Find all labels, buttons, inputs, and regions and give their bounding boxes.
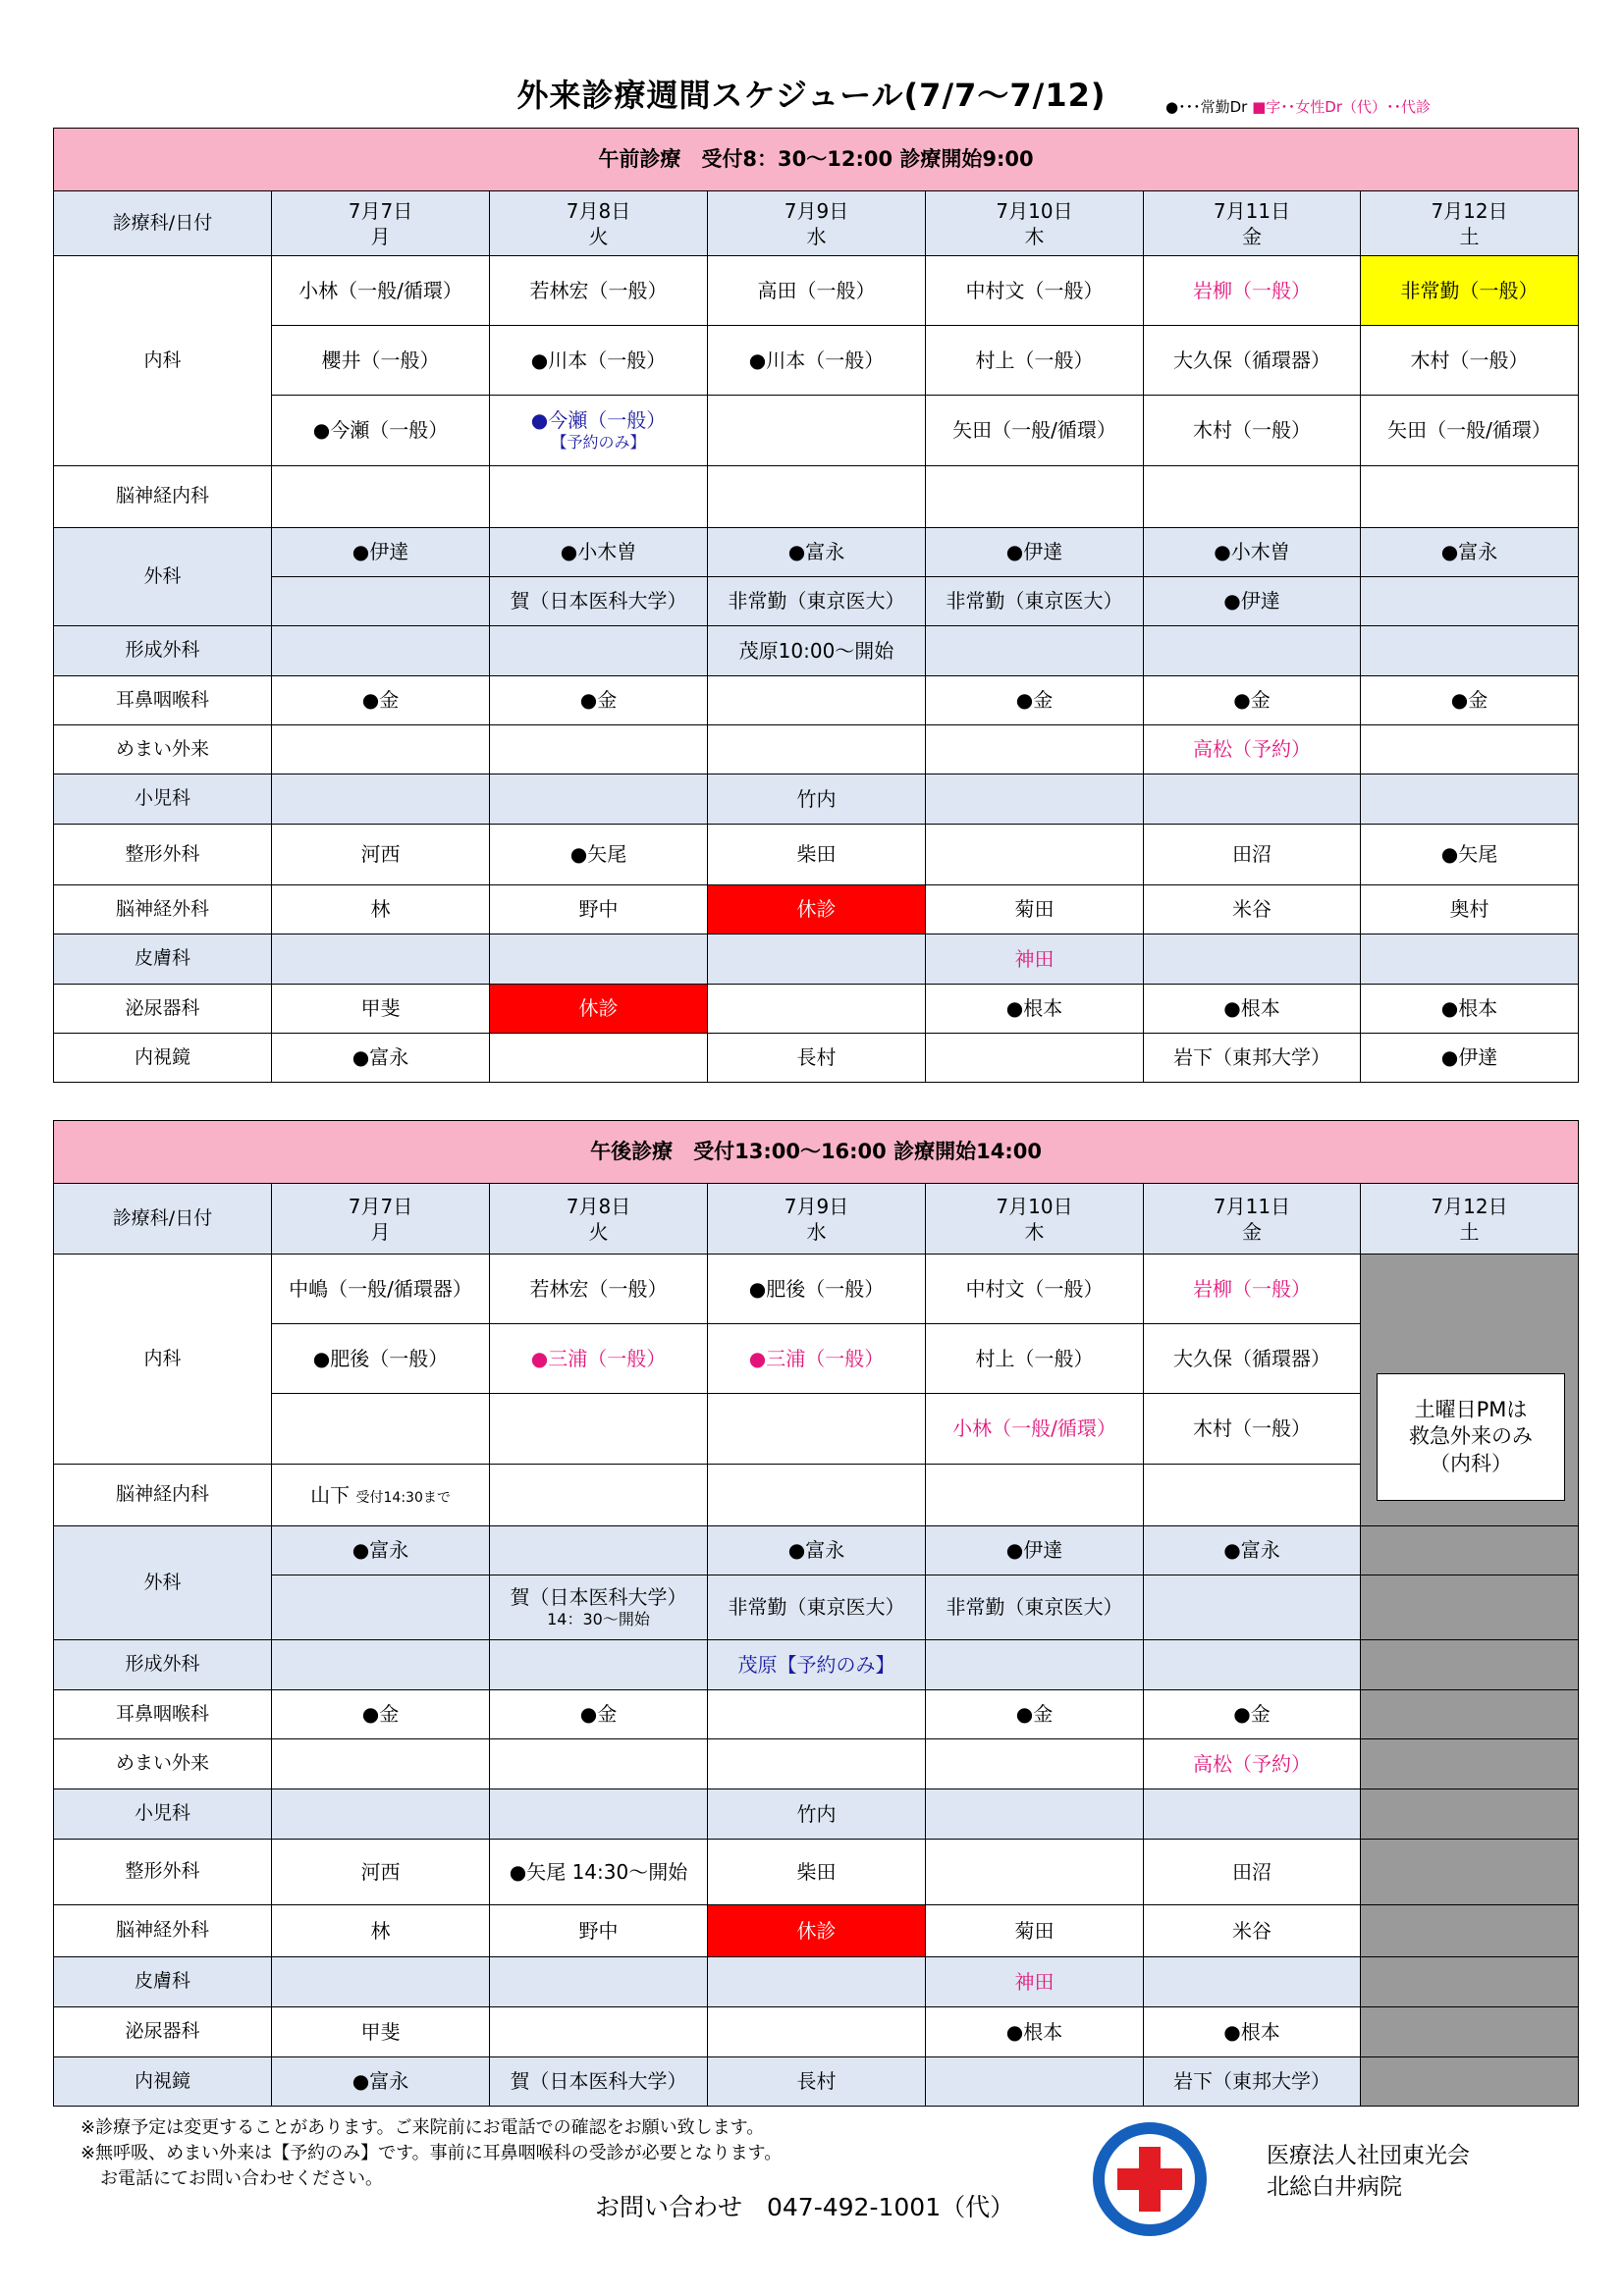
dept-pediatrics: 小児科: [54, 1789, 272, 1840]
schedule-cell: ●矢尾 14:30～開始: [490, 1840, 708, 1905]
schedule-cell: 矢田（一般/循環）: [1361, 396, 1579, 466]
schedule-cell: [1144, 1640, 1361, 1690]
saturday-pm-closed: [1361, 1575, 1579, 1640]
table-row: [54, 1789, 1579, 1840]
schedule-cell: 非常勤（東京医大）: [708, 577, 926, 626]
schedule-cell: [272, 1575, 490, 1640]
table-row: [54, 2057, 1579, 2107]
saturday-pm-closed: [1361, 1957, 1579, 2007]
schedule-cell: [1361, 577, 1579, 626]
table-row: [54, 1255, 1579, 1324]
schedule-cell: [1361, 774, 1579, 825]
schedule-cell: [272, 1394, 490, 1465]
schedule-cell: [926, 825, 1144, 885]
schedule-cell: [926, 1739, 1144, 1789]
schedule-cell: 非常勤（東京医大）: [926, 577, 1144, 626]
dept-orthopedics: 整形外科: [54, 1840, 272, 1905]
schedule-cell: [926, 1840, 1144, 1905]
footer-note: ※無呼吸、めまい外来は【予約のみ】です。事前に耳鼻咽喉科の受診が必要となります。: [81, 2143, 783, 2164]
saturday-pm-closed: [1361, 2057, 1579, 2107]
schedule-cell: ●根本: [926, 2007, 1144, 2057]
schedule-cell: [708, 2007, 926, 2057]
schedule-cell: 岩下（東邦大学）: [1144, 1034, 1361, 1083]
schedule-cell: ●伊達: [926, 1526, 1144, 1575]
schedule-cell: 木村（一般）: [1144, 396, 1361, 466]
schedule-cell: ●今瀬（一般） 【予約のみ】: [490, 396, 708, 466]
schedule-cell: ●金: [1144, 676, 1361, 725]
schedule-cell: 野中: [490, 885, 708, 934]
dept-ent: 耳鼻咽喉科: [54, 1690, 272, 1739]
schedule-cell: [490, 1957, 708, 2007]
dept-ent: 耳鼻咽喉科: [54, 676, 272, 725]
page-title: 外来診療週間スケジュール(7/7～7/12): [516, 77, 1107, 114]
table-row: [54, 1526, 1579, 1575]
dept-urology: 泌尿器科: [54, 2007, 272, 2057]
hospital-logo-icon: [1081, 2110, 1218, 2248]
table-row: [54, 1905, 1579, 1957]
schedule-cell: [708, 934, 926, 985]
schedule-cell: 村上（一般）: [926, 326, 1144, 396]
schedule-cell: [926, 626, 1144, 676]
schedule-cell: [272, 725, 490, 774]
schedule-cell: 中村文（一般）: [926, 256, 1144, 326]
schedule-cell: [708, 725, 926, 774]
schedule-cell: 大久保（循環器）: [1144, 1324, 1361, 1394]
schedule-cell: 岩柳（一般）: [1144, 256, 1361, 326]
schedule-cell: 非常勤（東京医大）: [926, 1575, 1144, 1640]
hospital-name: [1267, 2140, 1470, 2203]
table-row: [54, 774, 1579, 825]
schedule-cell: ●肥後（一般）: [708, 1255, 926, 1324]
schedule-cell: [708, 1957, 926, 2007]
closed-cell: 休診: [708, 885, 926, 934]
schedule-cell: [926, 1034, 1144, 1083]
schedule-cell: 田沼: [1144, 825, 1361, 885]
schedule-cell: [272, 934, 490, 985]
schedule-cell: ●金: [490, 676, 708, 725]
schedule-cell: 長村: [708, 2057, 926, 2107]
schedule-cell: [490, 626, 708, 676]
table-row: [54, 676, 1579, 725]
schedule-cell: [708, 985, 926, 1034]
table-row: [54, 985, 1579, 1034]
schedule-cell: 賀（日本医科大学）: [490, 577, 708, 626]
afternoon-schedule-table: [53, 1120, 1579, 2107]
schedule-cell: ●富永: [1144, 1526, 1361, 1575]
schedule-cell: 河西: [272, 825, 490, 885]
dept-dermatology: 皮膚科: [54, 1957, 272, 2007]
dept-internal: 内科: [54, 256, 272, 466]
schedule-cell: [272, 1640, 490, 1690]
header-row: [54, 1184, 1579, 1255]
schedule-cell: 賀（日本医科大学） 14：30～開始: [490, 1575, 708, 1640]
dept-urology: 泌尿器科: [54, 985, 272, 1034]
saturday-pm-closed: [1361, 1526, 1579, 1575]
schedule-cell: [490, 1394, 708, 1465]
schedule-cell: ●三浦（一般）: [490, 1324, 708, 1394]
dept-endoscopy: 内視鏡: [54, 1034, 272, 1083]
organization-name: 医療法人社団東光会: [1267, 2143, 1470, 2168]
schedule-cell: ●金: [272, 1690, 490, 1739]
schedule-cell: ●金: [272, 676, 490, 725]
schedule-cell: 木村（一般）: [1361, 326, 1579, 396]
table-row: [54, 1957, 1579, 2007]
footer-note: ※診療予定は変更することがあります。ご来院前にお電話での確認をお願い致します。: [81, 2117, 765, 2138]
schedule-cell: 野中: [490, 1905, 708, 1957]
table-row: [54, 1840, 1579, 1905]
schedule-cell: [926, 1789, 1144, 1840]
table-row: [54, 626, 1579, 676]
table-row: [54, 396, 1579, 466]
day-header: 7月9日 水: [708, 1184, 926, 1255]
table-row: [54, 1394, 1579, 1465]
schedule-cell: 賀（日本医科大学）: [490, 2057, 708, 2107]
schedule-cell: 奥村: [1361, 885, 1579, 934]
day-header: 7月11日 金: [1144, 1184, 1361, 1255]
schedule-cell: ●根本: [1361, 985, 1579, 1034]
dept-dizziness: めまい外来: [54, 1739, 272, 1789]
schedule-cell: [1144, 934, 1361, 985]
day-header: 7月12日 土: [1361, 1184, 1579, 1255]
schedule-cell: [1144, 774, 1361, 825]
saturday-pm-closed: [1361, 2007, 1579, 2057]
schedule-cell: 林: [272, 1905, 490, 1957]
schedule-cell: [926, 1640, 1144, 1690]
schedule-cell: [926, 774, 1144, 825]
saturday-pm-closed: [1361, 1789, 1579, 1840]
schedule-cell: [1144, 1575, 1361, 1640]
schedule-cell: [490, 1640, 708, 1690]
day-header: 7月9日 水: [708, 191, 926, 256]
saturday-pm-closed: [1361, 1690, 1579, 1739]
schedule-cell: 櫻井（一般）: [272, 326, 490, 396]
schedule-cell: ●根本: [1144, 985, 1361, 1034]
saturday-pm-closed: [1361, 1640, 1579, 1690]
dept-neuro-internal: 脳神経内科: [54, 1465, 272, 1526]
header-label: 診療科/日付: [54, 191, 272, 256]
dept-surgery: 外科: [54, 1526, 272, 1640]
schedule-cell: ●三浦（一般）: [708, 1324, 926, 1394]
table-row: [54, 1739, 1579, 1789]
day-header: 7月7日 月: [272, 1184, 490, 1255]
schedule-cell: [272, 1789, 490, 1840]
schedule-cell: 高田（一般）: [708, 256, 926, 326]
schedule-cell: [708, 396, 926, 466]
schedule-cell: [926, 1465, 1144, 1526]
table-row: [54, 934, 1579, 985]
schedule-cell: ●伊達: [1144, 577, 1361, 626]
table-row: [54, 256, 1579, 326]
schedule-cell: 茂原10:00～開始: [708, 626, 926, 676]
schedule-cell: ●川本（一般）: [490, 326, 708, 396]
dept-plastic: 形成外科: [54, 1640, 272, 1690]
legend-regular: ●･･･常勤Dr: [1165, 98, 1248, 116]
schedule-cell: 林: [272, 885, 490, 934]
closed-cell: 休診: [490, 985, 708, 1034]
day-header: 7月7日 月: [272, 191, 490, 256]
schedule-cell: [926, 2057, 1144, 2107]
schedule-cell: ●富永: [708, 528, 926, 577]
schedule-cell: ●矢尾: [1361, 825, 1579, 885]
schedule-cell: ●富永: [1361, 528, 1579, 577]
legend: [1165, 96, 1431, 117]
schedule-cell: 柴田: [708, 825, 926, 885]
schedule-cell: ●根本: [1144, 2007, 1361, 2057]
schedule-cell: [272, 774, 490, 825]
header-label: 診療科/日付: [54, 1184, 272, 1255]
schedule-cell: ●富永: [272, 1526, 490, 1575]
schedule-cell: 若林宏（一般）: [490, 256, 708, 326]
table-row: [54, 1640, 1579, 1690]
footer-note: お電話にてお問い合わせください。: [100, 2168, 383, 2190]
schedule-cell: ●伊達: [1361, 1034, 1579, 1083]
schedule-cell: ●伊達: [926, 528, 1144, 577]
schedule-cell: ●富永: [708, 1526, 926, 1575]
day-header: 7月11日 金: [1144, 191, 1361, 256]
table-row: [54, 885, 1579, 934]
schedule-cell: [708, 466, 926, 528]
schedule-cell: [1361, 725, 1579, 774]
schedule-cell: ●川本（一般）: [708, 326, 926, 396]
schedule-cell: 岩下（東邦大学）: [1144, 2057, 1361, 2107]
schedule-cell: 竹内: [708, 774, 926, 825]
schedule-cell: [490, 774, 708, 825]
afternoon-band: 午後診療 受付13:00～16:00 診療開始14:00: [54, 1121, 1579, 1184]
schedule-cell: 米谷: [1144, 885, 1361, 934]
schedule-cell: ●金: [926, 1690, 1144, 1739]
table-row: [54, 1690, 1579, 1739]
schedule-cell: 菊田: [926, 1905, 1144, 1957]
schedule-cell: [1361, 934, 1579, 985]
schedule-cell: [1144, 1465, 1361, 1526]
schedule-cell: [490, 2007, 708, 2057]
schedule-cell: [708, 676, 926, 725]
schedule-cell: ●金: [926, 676, 1144, 725]
schedule-cell: 甲斐: [272, 2007, 490, 2057]
schedule-cell: ●富永: [272, 1034, 490, 1083]
schedule-cell: ●金: [1361, 676, 1579, 725]
schedule-cell: [1361, 466, 1579, 528]
schedule-cell: [272, 466, 490, 528]
schedule-cell: 田沼: [1144, 1840, 1361, 1905]
table-row: [54, 1465, 1579, 1526]
dept-internal: 内科: [54, 1255, 272, 1465]
schedule-cell: 岩柳（一般）: [1144, 1255, 1361, 1324]
schedule-cell: 中村文（一般）: [926, 1255, 1144, 1324]
table-row: [54, 1575, 1579, 1640]
schedule-cell: 高松（予約）: [1144, 725, 1361, 774]
schedule-cell: 若林宏（一般）: [490, 1255, 708, 1324]
schedule-cell: 柴田: [708, 1840, 926, 1905]
schedule-cell: [272, 1739, 490, 1789]
schedule-cell: [490, 466, 708, 528]
table-row: [54, 825, 1579, 885]
start-time-note: 14：30～開始: [547, 1610, 650, 1629]
schedule-cell: [272, 577, 490, 626]
dept-plastic: 形成外科: [54, 626, 272, 676]
table-row: [54, 528, 1579, 577]
schedule-cell: [926, 725, 1144, 774]
schedule-cell: [708, 1394, 926, 1465]
schedule-cell: 神田: [926, 1957, 1144, 2007]
table-row: [54, 725, 1579, 774]
day-header: 7月8日 火: [490, 1184, 708, 1255]
schedule-cell: 長村: [708, 1034, 926, 1083]
legend-female-substitute: ■字･･女性Dr（代）･･代診: [1252, 98, 1431, 116]
day-header: 7月10日 木: [926, 1184, 1144, 1255]
schedule-cell: [708, 1739, 926, 1789]
morning-schedule-table: [53, 128, 1579, 1083]
day-header: 7月10日 木: [926, 191, 1144, 256]
schedule-cell: [1144, 1957, 1361, 2007]
saturday-pm-closed: [1361, 1905, 1579, 1957]
schedule-cell: ●根本: [926, 985, 1144, 1034]
schedule-cell: 非常勤（一般）: [1361, 256, 1579, 326]
schedule-cell: [490, 1465, 708, 1526]
schedule-cell: 非常勤（東京医大）: [708, 1575, 926, 1640]
schedule-cell: 中嶋（一般/循環器）: [272, 1255, 490, 1324]
schedule-cell: 木村（一般）: [1144, 1394, 1361, 1465]
schedule-cell: ●金: [1144, 1690, 1361, 1739]
schedule-cell: 菊田: [926, 885, 1144, 934]
saturday-pm-notice: 土曜日PMは 救急外来のみ （内科）: [1377, 1373, 1565, 1501]
table-row: [54, 466, 1579, 528]
dept-pediatrics: 小児科: [54, 774, 272, 825]
schedule-cell: 高松（予約）: [1144, 1739, 1361, 1789]
schedule-cell: ●富永: [272, 2057, 490, 2107]
contact-phone: お問い合わせ 047-492-1001（代）: [595, 2193, 1015, 2221]
schedule-cell: ●小木曽: [490, 528, 708, 577]
schedule-cell: [272, 626, 490, 676]
schedule-cell: 村上（一般）: [926, 1324, 1144, 1394]
day-header: 7月12日 土: [1361, 191, 1579, 256]
schedule-cell: ●小木曽: [1144, 528, 1361, 577]
schedule-cell: ●今瀬（一般）: [272, 396, 490, 466]
schedule-cell: 小林（一般/循環）: [272, 256, 490, 326]
schedule-cell: [490, 1739, 708, 1789]
saturday-pm-closed: [1361, 1255, 1579, 1324]
dept-surgery: 外科: [54, 528, 272, 626]
dept-neuro-internal: 脳神経内科: [54, 466, 272, 528]
dept-neurosurgery: 脳神経外科: [54, 885, 272, 934]
dept-endoscopy: 内視鏡: [54, 2057, 272, 2107]
schedule-cell: [708, 1465, 926, 1526]
schedule-cell: [1144, 626, 1361, 676]
schedule-cell: 山下 受付14:30まで: [272, 1465, 490, 1526]
schedule-cell: ●肥後（一般）: [272, 1324, 490, 1394]
schedule-cell: 小林（一般/循環）: [926, 1394, 1144, 1465]
saturday-pm-closed: [1361, 1739, 1579, 1789]
schedule-cell: 河西: [272, 1840, 490, 1905]
morning-band: 午前診療 受付8：30～12:00 診療開始9:00: [54, 129, 1579, 191]
schedule-cell: [1144, 1789, 1361, 1840]
header-row: [54, 191, 1579, 256]
dept-dizziness: めまい外来: [54, 725, 272, 774]
closed-cell: 休診: [708, 1905, 926, 1957]
schedule-cell: [490, 934, 708, 985]
schedule-cell: [926, 466, 1144, 528]
saturday-pm-closed: [1361, 1840, 1579, 1905]
table-row: [54, 2007, 1579, 2057]
schedule-cell: 茂原【予約のみ】: [708, 1640, 926, 1690]
schedule-cell: [490, 1526, 708, 1575]
schedule-cell: [490, 1034, 708, 1083]
table-row: [54, 326, 1579, 396]
schedule-cell: [708, 1690, 926, 1739]
dept-dermatology: 皮膚科: [54, 934, 272, 985]
schedule-cell: ●矢尾: [490, 825, 708, 885]
schedule-cell: [490, 725, 708, 774]
schedule-cell: 竹内: [708, 1789, 926, 1840]
schedule-cell: 米谷: [1144, 1905, 1361, 1957]
schedule-cell: [490, 1789, 708, 1840]
schedule-cell: 神田: [926, 934, 1144, 985]
schedule-cell: ●伊達: [272, 528, 490, 577]
dept-neurosurgery: 脳神経外科: [54, 1905, 272, 1957]
reception-note: 受付14:30まで: [355, 1489, 451, 1506]
hospital-title: 北総白井病院: [1267, 2174, 1402, 2201]
schedule-cell: 大久保（循環器）: [1144, 326, 1361, 396]
schedule-cell: [272, 1957, 490, 2007]
day-header: 7月8日 火: [490, 191, 708, 256]
schedule-cell: [1361, 626, 1579, 676]
schedule-cell: 矢田（一般/循環）: [926, 396, 1144, 466]
table-row: [54, 1324, 1579, 1394]
dept-orthopedics: 整形外科: [54, 825, 272, 885]
schedule-cell: 甲斐: [272, 985, 490, 1034]
table-row: [54, 1034, 1579, 1083]
schedule-cell: [1144, 466, 1361, 528]
booking-only-note: 【予約のみ】: [551, 433, 646, 452]
schedule-cell: ●金: [490, 1690, 708, 1739]
table-row: [54, 577, 1579, 626]
footer-notes: [81, 2115, 782, 2192]
